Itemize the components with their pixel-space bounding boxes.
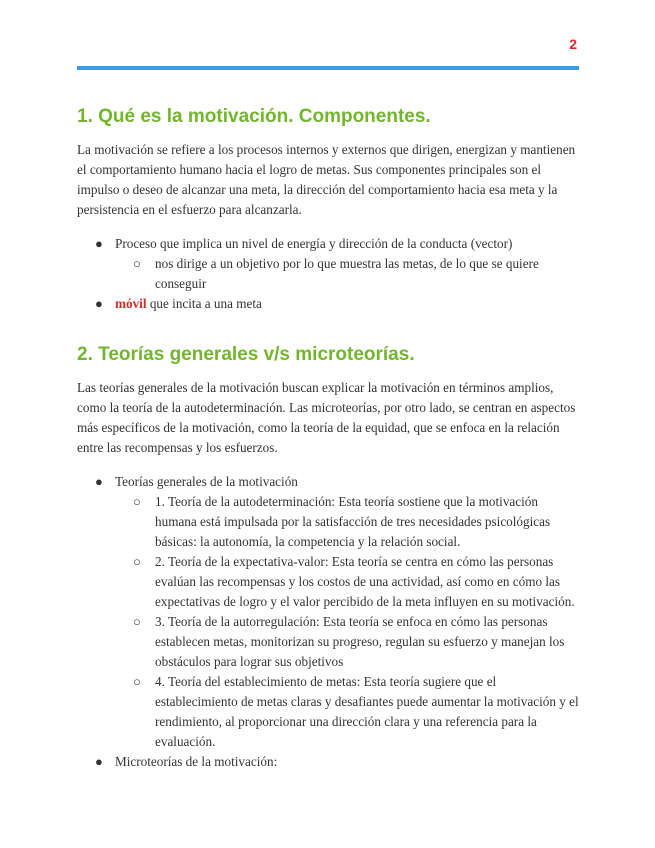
sub-list <box>115 492 581 752</box>
sub-list-item <box>115 612 581 672</box>
sub-list-item-text: 2. Teoría de la expectativa-valor: Esta teoría se centra en cómo las personas evalúan las recompensas y los costos de una actividad, así como en cómo las expectativas de logro y el valor percibido de la meta influyen en su motivación. <box>155 554 575 609</box>
section-1-intro: La motivación se refiere a los procesos internos y externos que dirigen, energizan y mantienen el comportamiento humano hacia el logro de metas. Sus componentes principales son el impulso o deseo de alcanzar una meta, la dirección del comportamiento hacia esa meta y la persistencia en el esfuerzo para alcanzarla. <box>77 142 576 217</box>
sub-list-item <box>115 552 581 612</box>
sub-list-item <box>115 492 581 552</box>
sub-list <box>115 254 581 294</box>
bullet-icon: ● <box>95 296 103 311</box>
hollow-bullet-icon: ○ <box>133 674 141 689</box>
document-body <box>77 104 581 772</box>
sub-list-item <box>115 672 581 752</box>
section-2-heading: 2. Teorías generales v/s microteorías. <box>77 344 415 365</box>
bullet-icon: ● <box>95 754 103 769</box>
section-1-heading: 1. Qué es la motivación. Componentes. <box>77 106 431 127</box>
sub-list-item-text: nos dirige a un objetivo por lo que muestra las metas, de lo que se quiere conseguir <box>155 256 539 291</box>
section-1-list <box>77 234 581 314</box>
list-item <box>77 752 581 772</box>
section-2-intro: Las teorías generales de la motivación buscan explicar la motivación en términos amplios, como la teoría de la autodeterminación. Las microteorías, por otro lado, se centran en aspectos más específicos de la motivación, como la teoría de la equidad, que se enfoca en la relación entre las recompensas y los esfuerzos. <box>77 380 576 455</box>
hollow-bullet-icon: ○ <box>133 494 141 509</box>
list-item <box>77 472 581 752</box>
list-item-text: que incita a una meta <box>146 296 262 311</box>
list-item-text: Proceso que implica un nivel de energía y dirección de la conducta (vector) <box>115 236 513 251</box>
hollow-bullet-icon: ○ <box>133 256 141 271</box>
page-number: 2 <box>569 36 577 52</box>
sub-list-item-text: 3. Teoría de la autorregulación: Esta teoría se enfoca en cómo las personas establecen metas, monitorizan su progreso, regulan su esfuerzo y manejan los obstáculos para lograr sus objetivos <box>155 614 565 669</box>
hollow-bullet-icon: ○ <box>133 554 141 569</box>
bullet-icon: ● <box>95 236 103 251</box>
sub-list-item-text: 4. Teoría del establecimiento de metas: Esta teoría sugiere que el establecimiento de metas claras y desafiantes puede aumentar la motivación y el rendimiento, al proporcionar una dirección clara y una referencia para la evaluación. <box>155 674 579 749</box>
header-rule <box>77 66 579 70</box>
list-item <box>77 294 581 314</box>
sub-list-item <box>115 254 581 294</box>
hollow-bullet-icon: ○ <box>133 614 141 629</box>
sub-list-item-text: 1. Teoría de la autodeterminación: Esta teoría sostiene que la motivación humana está impulsada por la satisfacción de tres necesidades psicológicas básicas: la autonomía, la competencia y la relación social. <box>155 494 551 549</box>
section-2-list <box>77 472 581 772</box>
highlighted-term: móvil <box>115 296 147 311</box>
list-item-text: Teorías generales de la motivación <box>115 474 298 489</box>
list-item-text: Microteorías de la motivación: <box>115 754 278 769</box>
bullet-icon: ● <box>95 474 103 489</box>
list-item <box>77 234 581 294</box>
